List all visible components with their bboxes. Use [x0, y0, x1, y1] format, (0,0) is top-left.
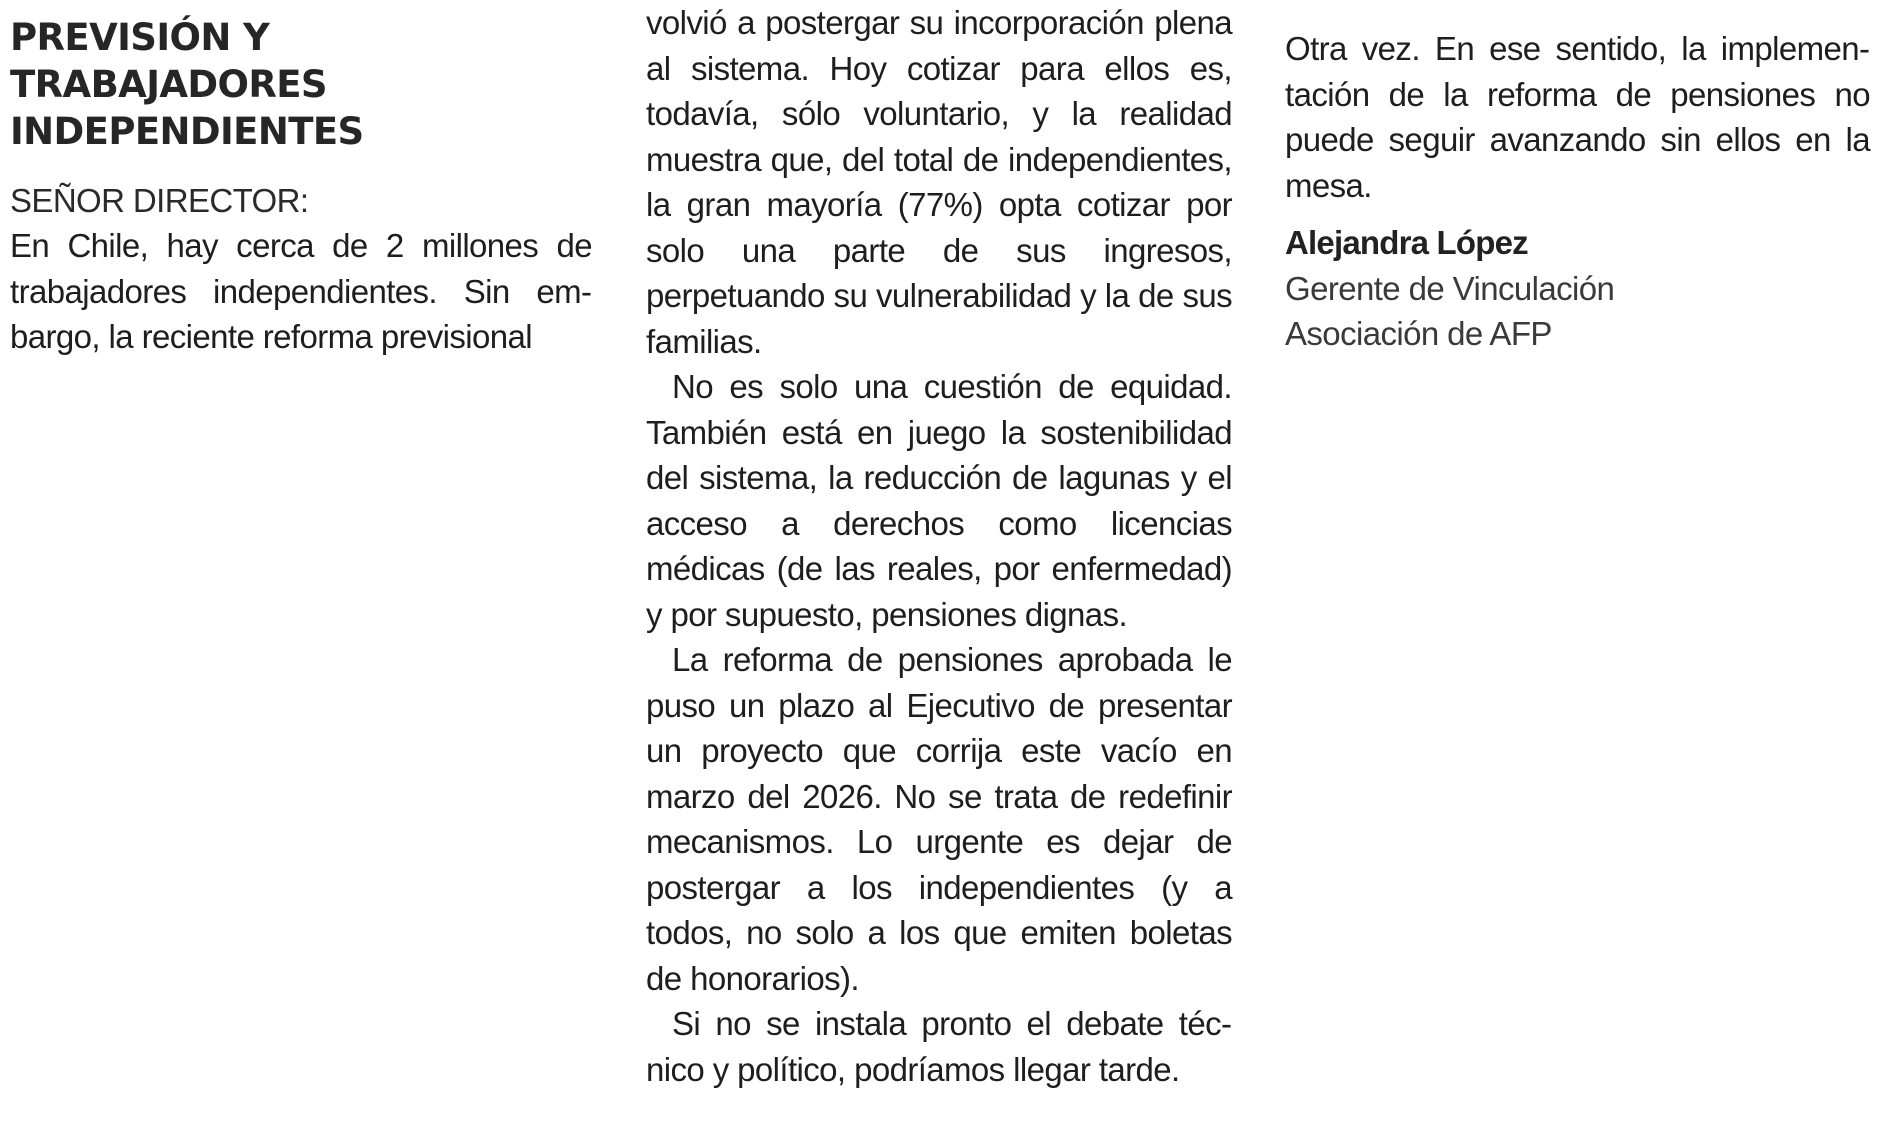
paragraph-2: No es solo una cuestión de equidad. También está en juego la sostenibilidad del sistema, la reducción de lagunas y el acceso a derechos como licencias médicas (de las reales, por enfermedad) y por supuesto, pensiones dignas. — [646, 368, 1232, 633]
paragraph-4-part-2: Otra vez. En ese sentido, la implementación de la reforma de pensiones no puede seguir avanzando sin ellos en la mesa. — [1285, 30, 1870, 204]
paragraph-3: La reforma de pensiones aprobada le puso un plazo al Ejecutivo de presentar un proyecto que corrija este vacío en marzo del 2026. No se trata de redefinir mecanismos. Lo urgente es dejar de postergar a los independientes (y a todos, no solo a los que emiten boletas de honorarios). — [646, 641, 1232, 997]
signature-block — [1285, 220, 1870, 356]
headline: PREVISIÓN Y TRABAJADORES INDEPENDIENTES — [10, 16, 364, 153]
author-title: Gerente de Vinculación — [1285, 270, 1615, 307]
paragraph-4-part-1: Si no se instala pronto el debate técnico y político, podríamos llegar tarde. — [646, 1005, 1232, 1088]
column-2 — [646, 0, 1232, 1092]
paragraph-1-part-2: volvió a postergar su incorporación plena al sistema. Hoy cotizar para ellos es, todavía, sólo voluntario, y la realidad muestra que, del total de independientes, la gran mayoría (77%) opta cotizar por solo una parte de sus ingresos, perpetuando su vulnerabilidad y la de sus familias. — [646, 4, 1232, 360]
author-organization: Asociación de AFP — [1285, 315, 1552, 352]
salutation: SEÑOR DIRECTOR: — [10, 182, 309, 219]
column-1 — [10, 14, 592, 360]
author-name: Alejandra López — [1285, 224, 1528, 261]
column-3 — [1285, 26, 1870, 356]
paragraph-1-part-1: En Chile, hay cerca de 2 millones de trabajadores independientes. Sin embargo, la reciente reforma previsional — [10, 227, 592, 355]
